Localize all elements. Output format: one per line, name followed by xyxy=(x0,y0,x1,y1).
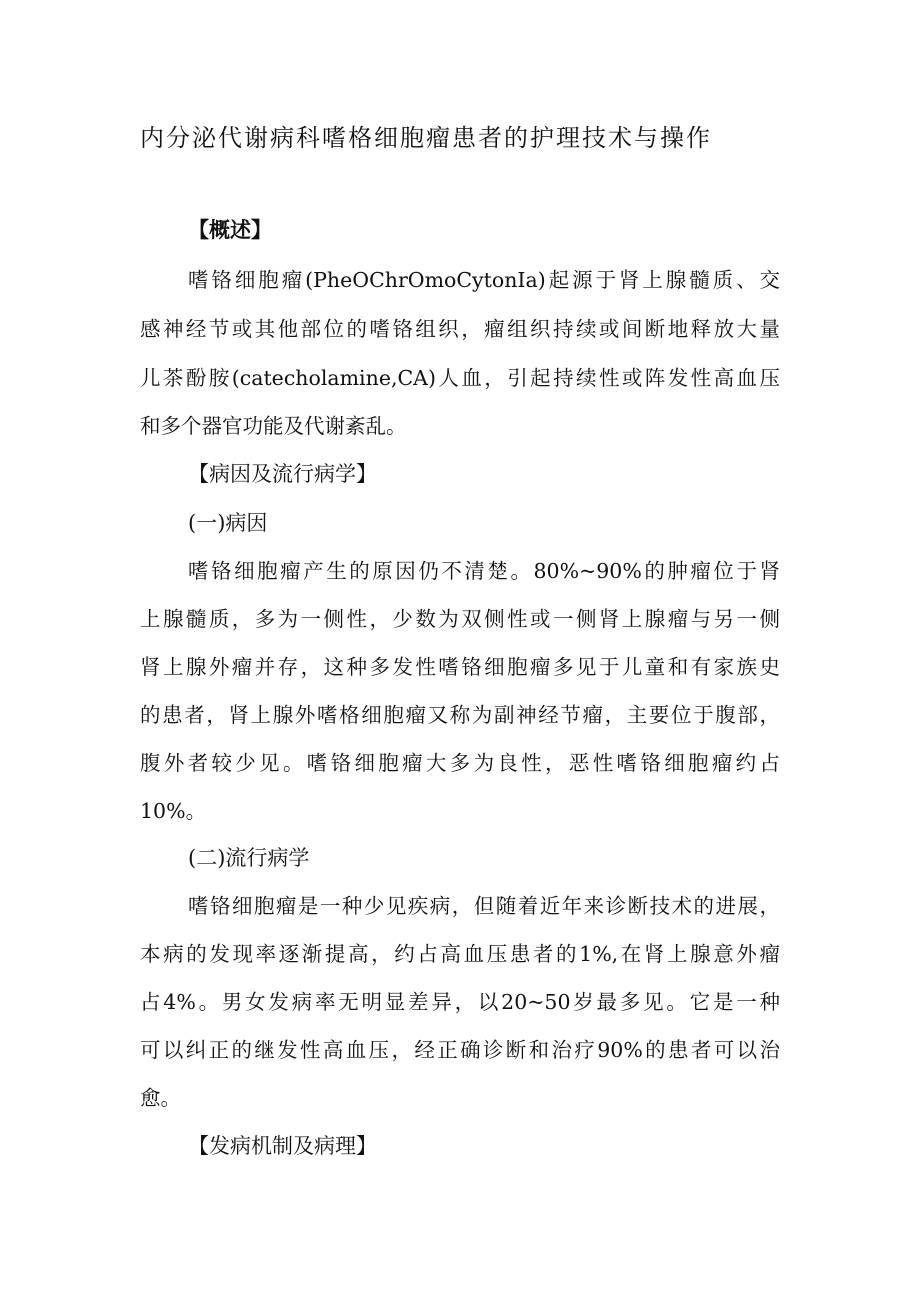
etiology-subheading: (一)病因 xyxy=(188,511,268,535)
overview-line-2: 感神经节或其他部位的嗜铬组织，瘤组织持续或间断地释放大量 xyxy=(140,317,780,341)
etiology-line-4: 的患者，肾上腺外嗜格细胞瘤又称为副神经节瘤，主要位于腹部， xyxy=(140,703,780,727)
pathogenesis-heading: 【发病机制及病理】 xyxy=(188,1134,377,1158)
epidemiology-line-3: 占4%。男女发病率无明显差异，以20~50岁最多见。它是一种 xyxy=(140,990,780,1014)
etiology-line-3: 肾上腺外瘤并存，这种多发性嗜铬细胞瘤多见于儿童和有家族史 xyxy=(140,655,780,679)
etiology-line-5: 腹外者较少见。嗜铬细胞瘤大多为良性，恶性嗜铬细胞瘤约占 xyxy=(140,751,780,775)
etiology-line-6: 10%。 xyxy=(140,799,207,823)
epidemiology-line-4: 可以纠正的继发性高血压，经正确诊断和治疗90%的患者可以治 xyxy=(140,1038,780,1062)
overview-line-4: 和多个器官功能及代谢紊乱。 xyxy=(140,414,407,438)
overview-heading: 【概述】 xyxy=(188,217,272,242)
epidemiology-subheading: (二)流行病学 xyxy=(188,846,310,870)
overview-line-1: 嗜铬细胞瘤(PheOChrOmoCytonIa)起源于肾上腺髓质、交 xyxy=(188,268,780,292)
epidemiology-line-2: 本病的发现率逐渐提高，约占高血压患者的1%,在肾上腺意外瘤 xyxy=(140,942,780,966)
document-title: 内分泌代谢病科嗜格细胞瘤患者的护理技术与操作 xyxy=(140,124,712,152)
etiology-line-1: 嗜铬细胞瘤产生的原因仍不清楚。80%~90%的肿瘤位于肾 xyxy=(188,559,780,583)
overview-line-3: 儿茶酚胺(catecholamine,CA)人血，引起持续性或阵发性高血压 xyxy=(140,366,780,390)
etiology-epidemiology-heading: 【病因及流行病学】 xyxy=(188,462,377,486)
epidemiology-line-5: 愈。 xyxy=(140,1086,181,1110)
epidemiology-line-1: 嗜铬细胞瘤是一种少见疾病，但随着近年来诊断技术的进展， xyxy=(188,894,780,918)
etiology-line-2: 上腺髓质，多为一侧性，少数为双侧性或一侧肾上腺瘤与另一侧 xyxy=(140,607,780,631)
